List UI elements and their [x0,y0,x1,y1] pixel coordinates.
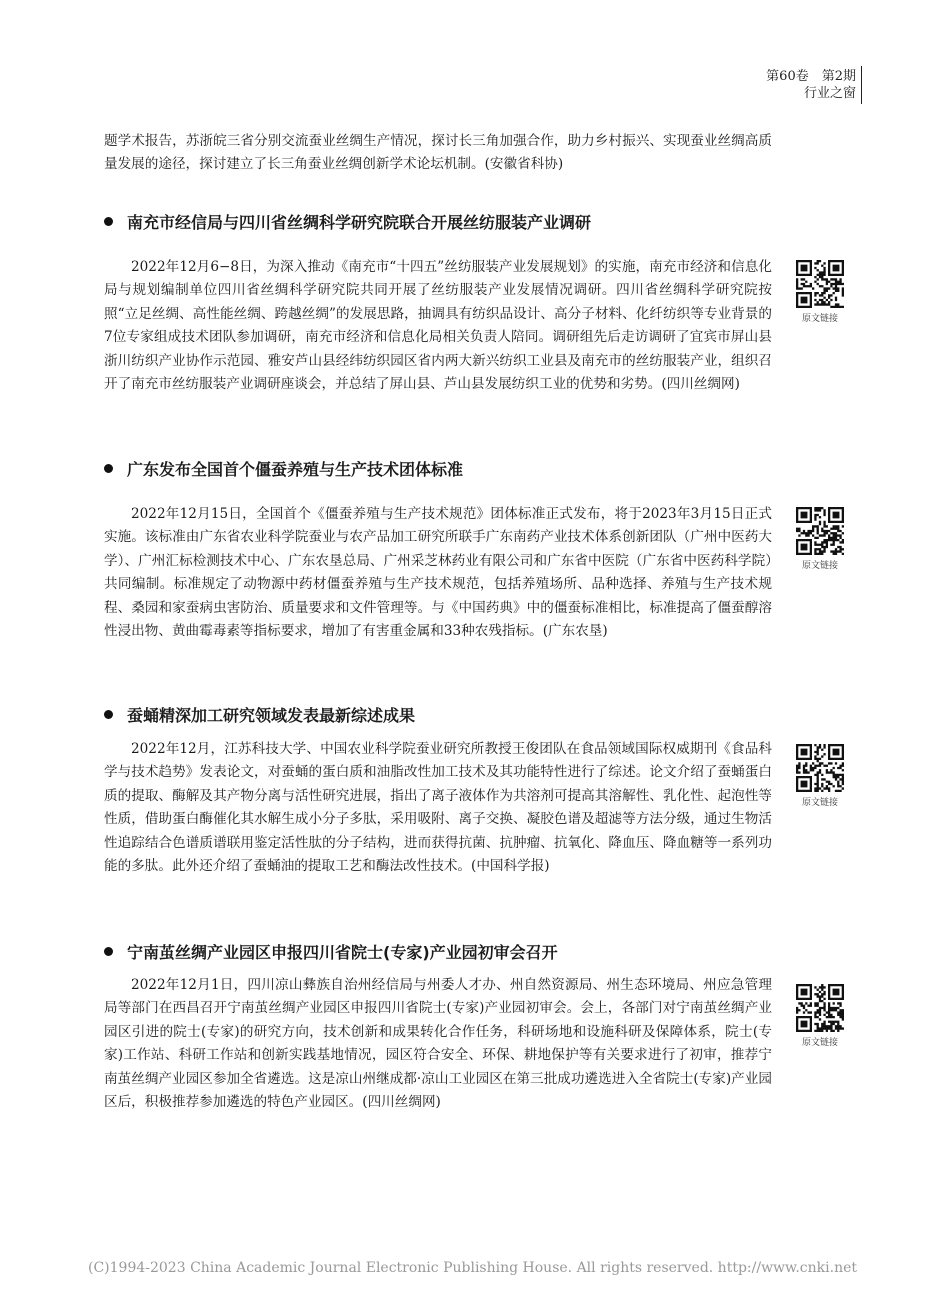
article-4-title: 宁南茧丝绸产业园区申报四川省院士(专家)产业园初审会召开 [104,942,784,964]
article-2-qr-link[interactable]: 原文链接 [796,507,844,572]
article-4-body: 2022年12月1日，四川凉山彝族自治州经信局与州委人才办、州自然资源局、州生态环境局、州应急管理局等部门在西昌召开宁南茧丝绸产业园区申报四川省院士(专家)产业园初审会。会上，各部门对宁南茧丝绸产业园区引进的院士(专家)的研究方向，技术创新和成果转化合作任务，科研场地和设施科研及保障体系，院士(专家)工作站、科研工作站和创新实践基地情况，园区符合安全、环保、耕地保护等有关要求进行了初审，推荐宁南茧丝绸产业园区参加全省遴选。这是凉山州继成都·凉山工业园区在第三批成功遴选进入全省院士(专家)产业园区后，积极推荐参加遴选的特色产业园区。(四川丝绸网) [104,977,772,1111]
bullet-icon [104,464,113,473]
bullet-icon [104,710,113,719]
qr-code-icon [796,260,844,308]
column-name: 行业之窗 [803,86,856,101]
article-4-qr-link[interactable]: 原文链接 [796,984,844,1049]
article-1-title: 南充市经信局与四川省丝绸科学研究院联合开展丝纺服装产业调研 [104,212,784,234]
bullet-icon [104,947,113,956]
article-3-title: 蚕蛹精深加工研究领域发表最新综述成果 [104,705,784,727]
qr-code-icon [796,744,844,792]
intro-paragraph: 题学术报告，苏浙皖三省分别交流蚕业丝绸生产情况，探讨长三角加强合作，助力乡村振兴、实现蚕业丝绸高质量发展的途径，探讨建立了长三角蚕业丝绸创新学术论坛机制。(安徽省科协) [104,133,772,173]
qr-code-icon [796,984,844,1032]
bullet-icon [104,217,113,226]
header-rule [861,66,862,104]
article-1-qr-link[interactable]: 原文链接 [796,260,844,325]
qr-code-icon [796,507,844,555]
copyright-footer: (C)1994-2023 China Academic Journal Electronic Publishing House. All rights reserved. http://www.cnki.net [88,1260,858,1276]
article-3-body: 2022年12月，江苏科技大学、中国农业科学院蚕业研究所教授王俊团队在食品领域国际权威期刊《食品科学与技术趋势》发表论文，对蚕蛹的蛋白质和油脂改性加工技术及其功能特性进行了综述。论文介绍了蚕蛹蛋白质的提取、酶解及其产物分离与活性研究进展，指出了离子液体作为共溶剂可提高其溶解性、乳化性、起泡性等性质，借助蛋白酶催化其水解生成小分子多肽，采用吸附、离子交换、凝胶色谱及超滤等方法分级，通过生物活性追踪结合色谱质谱联用鉴定活性肽的分子结构，进而获得抗菌、抗肿瘤、抗氧化、降血压、降血糖等一系列功能的多肽。此外还介绍了蚕蛹油的提取工艺和酶法改性技术。(中国科学报) [104,741,772,875]
running-header [766,68,856,102]
issue-info: 第60卷 第2期 [766,69,856,84]
article-2-title: 广东发布全国首个僵蚕养殖与生产技术团体标准 [104,459,784,481]
article-2-body: 2022年12月15日，全国首个《僵蚕养殖与生产技术规范》团体标准正式发布，将于2023年3月15日正式实施。该标准由广东省农业科学院蚕业与农产品加工研究所联手广东南药产业技术体系创新团队（广州中医药大学）、广州汇标检测技术中心、广东农垦总局、广州采芝林药业有限公司和广东省中医院（广东省中医药科学院）共同编制。标准规定了动物源中药材僵蚕养殖与生产技术规范，包括养殖场所、品种选择、养殖与生产技术规程、桑园和家蚕病虫害防治、质量要求和文件管理等。与《中国药典》中的僵蚕标准相比，标准提高了僵蚕醇溶性浸出物、黄曲霉毒素等指标要求，增加了有害重金属和33种农残指标。(广东农垦) [104,506,772,640]
article-1-body: 2022年12月6−8日，为深入推动《南充市“十四五”丝纺服装产业发展规划》的实施，南充市经济和信息化局与规划编制单位四川省丝绸科学研究院共同开展了丝纺服装产业发展情况调研。四川省丝绸科学研究院按照“立足丝绸、高性能丝绸、跨越丝绸”的发展思路，抽调具有纺织品设计、高分子材料、化纤纺织等专业背景的7位专家组成技术团队参加调研，南充市经济和信息化局相关负责人陪同。调研组先后走访调研了宜宾市屏山县浙川纺织产业协作示范园、雅安芦山县经纬纺织园区省内两大新兴纺织工业县及南充市的丝纺服装产业，组织召开了南充市丝纺服装产业调研座谈会，并总结了屏山县、芦山县发展纺织工业的优势和劣势。(四川丝绸网) [104,259,772,393]
article-3-qr-link[interactable]: 原文链接 [796,744,844,809]
